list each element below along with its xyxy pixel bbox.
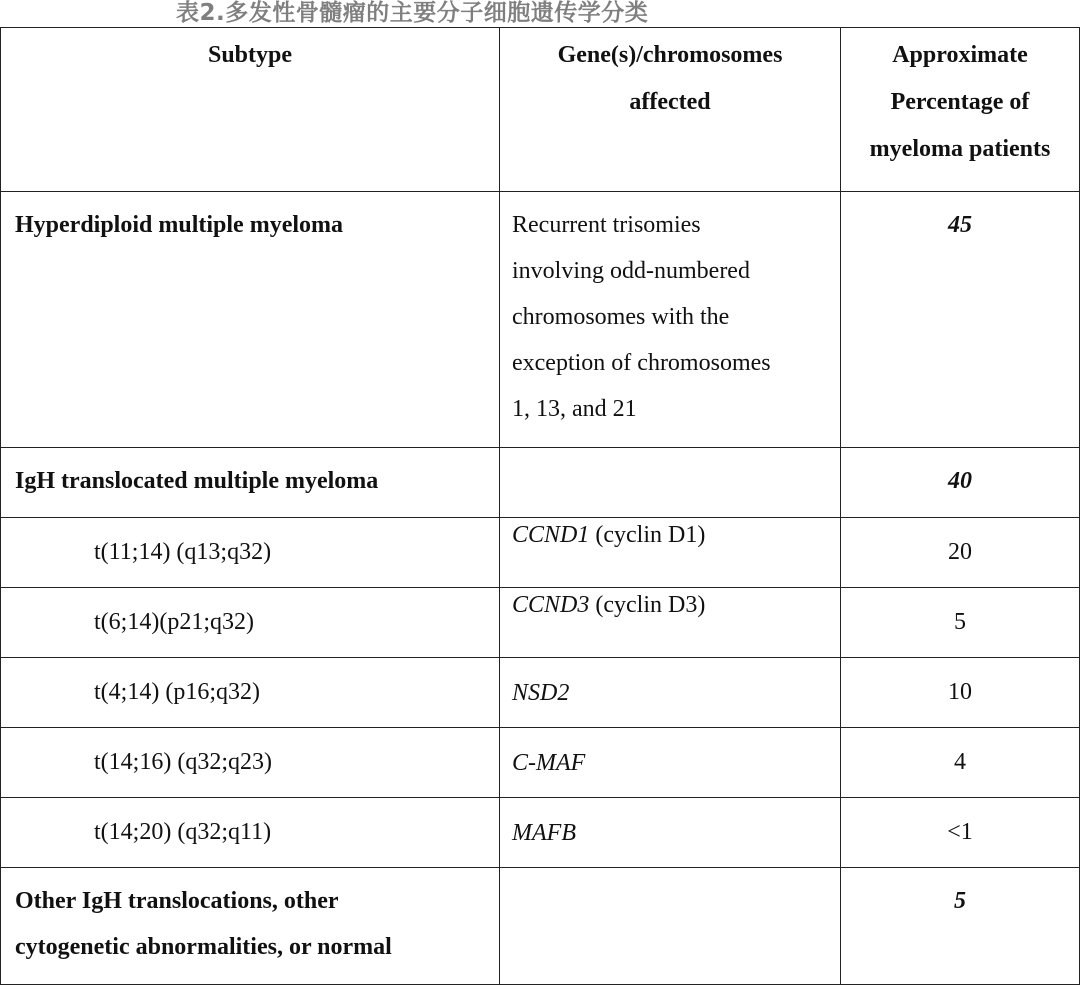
subtype-cell: t(6;14)(p21;q32) bbox=[1, 588, 500, 658]
table-caption: 表2.多发性骨髓瘤的主要分子细胞遗传学分类 bbox=[176, 0, 649, 26]
gene-symbol: CCND3 bbox=[512, 592, 590, 618]
cytogenetic-classification-table bbox=[0, 27, 1080, 985]
subtype-cell: Hyperdiploid multiple myeloma bbox=[1, 192, 500, 448]
percentage-cell: 5 bbox=[841, 588, 1080, 658]
subtype-cell: t(11;14) (q13;q32) bbox=[1, 518, 500, 588]
subtype-cell: IgH translocated multiple myeloma bbox=[1, 448, 500, 518]
table-row bbox=[1, 518, 1080, 588]
gene-cell bbox=[500, 448, 841, 518]
header-row bbox=[1, 28, 1080, 192]
header-genes: Gene(s)/chromosomes affected bbox=[500, 28, 841, 192]
header-percentage: Approximate Percentage of myeloma patients bbox=[841, 28, 1080, 192]
gene-cell bbox=[500, 868, 841, 985]
percentage-cell: 45 bbox=[841, 192, 1080, 448]
gene-symbol: NSD2 bbox=[512, 679, 570, 706]
gene-symbol: MAFB bbox=[512, 819, 576, 846]
subtype-cell: t(14;20) (q32;q11) bbox=[1, 798, 500, 868]
table-row bbox=[1, 658, 1080, 728]
subtype-cell: t(4;14) (p16;q32) bbox=[1, 658, 500, 728]
table-row bbox=[1, 798, 1080, 868]
percentage-cell: 40 bbox=[841, 448, 1080, 518]
gene-description: (cyclin D1) bbox=[589, 522, 706, 548]
table-row bbox=[1, 728, 1080, 798]
table-row bbox=[1, 192, 1080, 448]
percentage-cell: 10 bbox=[841, 658, 1080, 728]
gene-cell bbox=[500, 588, 841, 658]
percentage-cell: 20 bbox=[841, 518, 1080, 588]
percentage-cell: 5 bbox=[841, 868, 1080, 985]
percentage-cell: <1 bbox=[841, 798, 1080, 868]
gene-cell bbox=[500, 658, 841, 728]
table-row bbox=[1, 448, 1080, 518]
table-row bbox=[1, 588, 1080, 658]
subtype-cell: Other IgH translocations, other cytogenetic abnormalities, or normal bbox=[1, 868, 500, 985]
gene-symbol: C-MAF bbox=[512, 749, 586, 776]
subtype-cell: t(14;16) (q32;q23) bbox=[1, 728, 500, 798]
gene-cell bbox=[500, 798, 841, 868]
gene-description: (cyclin D3) bbox=[589, 592, 706, 618]
gene-cell: Recurrent trisomies involving odd-numbered chromosomes with the exception of chromosomes 1, 13, and 21 bbox=[500, 192, 841, 448]
gene-symbol: CCND1 bbox=[512, 522, 590, 548]
gene-cell bbox=[500, 518, 841, 588]
header-subtype: Subtype bbox=[1, 28, 500, 192]
percentage-cell: 4 bbox=[841, 728, 1080, 798]
table-row bbox=[1, 868, 1080, 985]
gene-cell bbox=[500, 728, 841, 798]
